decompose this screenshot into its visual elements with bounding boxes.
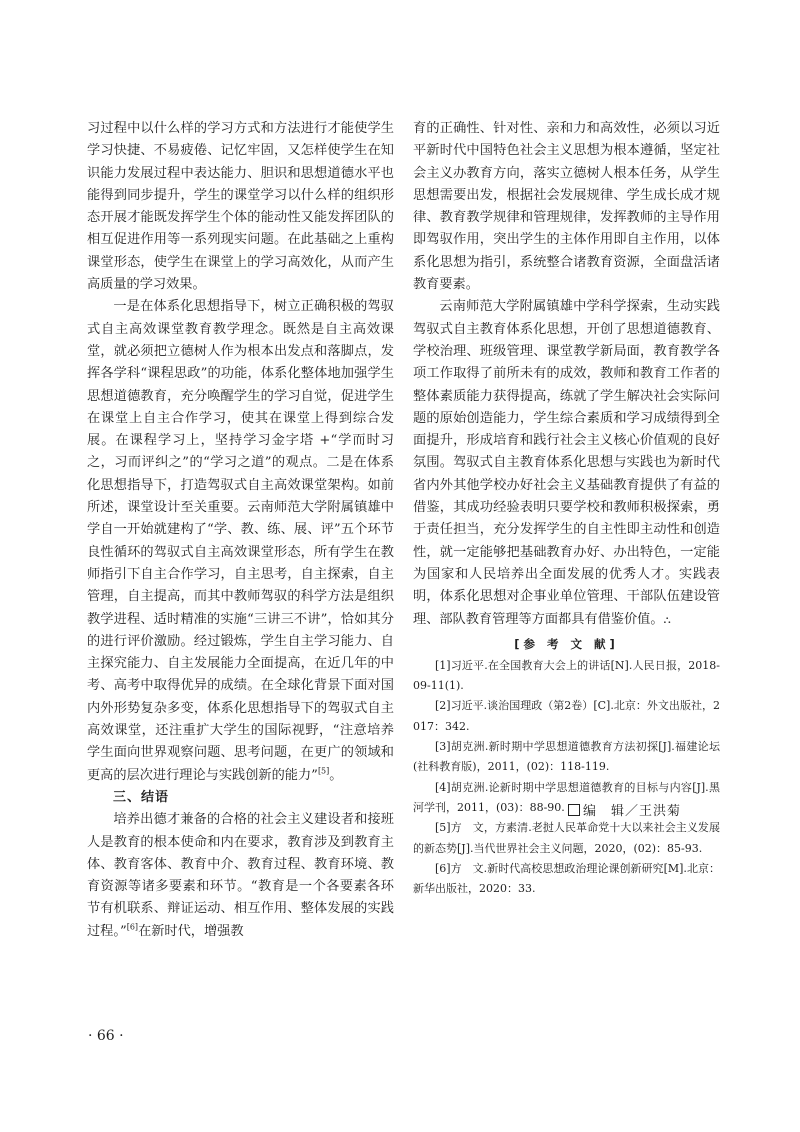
- reference-item: [1]习近平.在全国教育大会上的讲话[N].人民日报，2018-09-11(1).: [413, 658, 720, 693]
- left-column: [87, 118, 394, 943]
- body-paragraph: [87, 809, 394, 943]
- body-paragraph: 育的正确性、针对性、亲和力和高效性，必须以习近平新时代中国特色社会主义思想为根本遵循，坚定社会主义办教育方向，落实立德树人根本任务，从学生思想需要出发，根据社会发展规律、学生成长成才规律、教育教学规律和管理规律，发挥教师的主导作用即驾驭作用，突出学生的主体作用即自主作用，以体系化思想为指引，系统整合诸教育资源，全面盘活诸教育要素。: [413, 121, 720, 293]
- paragraph-tail: 。: [329, 767, 343, 783]
- references-title: [参 考 文 献]: [514, 636, 619, 651]
- body-paragraph: [413, 296, 720, 631]
- paragraph-text: 一是在体系化思想指导下，树立正确积极的驾驭式自主高效课堂教育教学理念。既然是自主高效课堂，就必须把立德树人作为根本出发点和落脚点，发挥各学科“课程思政”的功能，体系化整体地加强学生思想道德教育，充分唤醒学生的学习自觉，促进学生在课堂上自主合作学习，使其在课堂上得到综合发展。在课程学习上，坚持学习金字塔 +“学而时习之，习而评纠之”的“学习之道”的观点。二是在体系化思想指导下，打造驾驭式自主高效课堂架构。如前所述，课堂设计至关重要。云南师范大学附属镇雄中学自一开始就建构了“学、教、练、展、评”五个环节良性循环的驾驭式自主高效课堂形态，所有学生在教师指引下自主合作学习，自主思考，自主探索，自主管理，自主提高，而其中教师驾驭的科学方法是组织教学进程、适时精准的实施“三讲三不讲”，恰如其分的进行评价激励。经过锻炼，学生自主学习能力、自主探究能力、自主发展能力全面提高，在近几年的中考、高考中取得优异的成绩。在全球化背景下面对国内外形势复杂多变，体系化思想指导下的驾驭式自主高效课堂，还注重扩大学生的国际视野，“注意培养学生面向世界观察问题、思考问题，在更广的领域和更高的层次进行理论与实践创新的能力”: [87, 299, 394, 783]
- reference-item: [6]方 文.新时代高校思想政治理论课创新研究[M].北京：新华出版社，2020：33.: [413, 861, 720, 896]
- paragraph-tail: 在新时代，增强教: [138, 923, 244, 939]
- reference-item: [4]胡克洲.论新时期中学思想道德教育的目标与内容[J].黑河学刊，2011，(03)：88-90.: [413, 780, 720, 814]
- body-paragraph: [87, 296, 394, 787]
- square-box-icon: [568, 804, 580, 816]
- end-of-article-icon: ⛬: [663, 614, 671, 626]
- body-paragraph: 习过程中以什么样的学习方式和方法进行才能使学生学习快捷、不易疲倦、记忆牢固，又怎样使学生在知识能力发展过程中表达能力、胆识和思想道德水平也能得到同步提升，学生的课堂学习以什么样的组织形态开展才能既发挥学生个体的能动性又能发挥团队的相互促进作用等一系列现实问题。在此基础之上重构课堂形态，使学生在课堂上的学习高效化，从而产生高质量的学习效果。: [87, 121, 394, 293]
- editor-credit-text: 编 辑／王洪菊: [583, 804, 682, 819]
- reference-item: [2]习近平.谈治国理政（第2卷）[C].北京：外文出版社，2017：342.: [413, 699, 720, 733]
- reference-item: [5]方 文，方素清.老挝人民革命党十大以来社会主义发展的新态势[J].当代世界社会主义问题，2020，(02)：85-93.: [413, 821, 720, 855]
- citation-marker: [6]: [126, 922, 139, 932]
- references-list: [413, 656, 720, 900]
- paragraph-text: 云南师范大学附属镇雄中学科学探索，生动实践驾驭式自主教育体系化思想，开创了思想道德教育、学校治理、班级管理、课堂教学新局面，教育教学各项工作取得了前所未有的成效，教师和教育工作者的整体素质能力获得提高，练就了学生解决社会实际问题的原始创造能力，学生综合素质和学习成绩得到全面提升，形成培育和践行社会主义核心价值观的良好氛围。驾驭式自主教育体系化思想与实践也为新时代省内外其他学校办好社会主义基础教育提供了有益的借鉴，其成功经验表明只要学校和教师积极探索，勇于责任担当，充分发挥学生的自主性即主动性和创造性，就一定能够把基础教育办好、办出特色，一定能为国家和人民培养出全面发展的优秀人才。实践表明，体系化思想对企事业单位管理、干部队伍建设管理、部队教育管理等方面都具有借鉴价值。: [413, 299, 720, 627]
- reference-item: [3]胡克洲.新时期中学思想道德教育方法初探[J].福建论坛(社科教育版)，2011，(02)：118-119.: [413, 740, 720, 774]
- editor-credit: [568, 800, 681, 819]
- citation-marker: [5]: [317, 766, 330, 776]
- paragraph-text: 培养出德才兼备的合格的社会主义建设者和接班人是教育的根本使命和内在要求，教育涉及到教育主体、教育客体、教育中介、教育过程、教育环境、教育资源等诸多要素和环节。“教育是一个各要素各环节有机联系、辩证运动、相互作用、整体发展的实践过程。”: [87, 812, 394, 939]
- page-number: · 66 ·: [88, 1028, 124, 1044]
- section-heading: 三、结语: [113, 789, 170, 805]
- right-column: [413, 118, 720, 899]
